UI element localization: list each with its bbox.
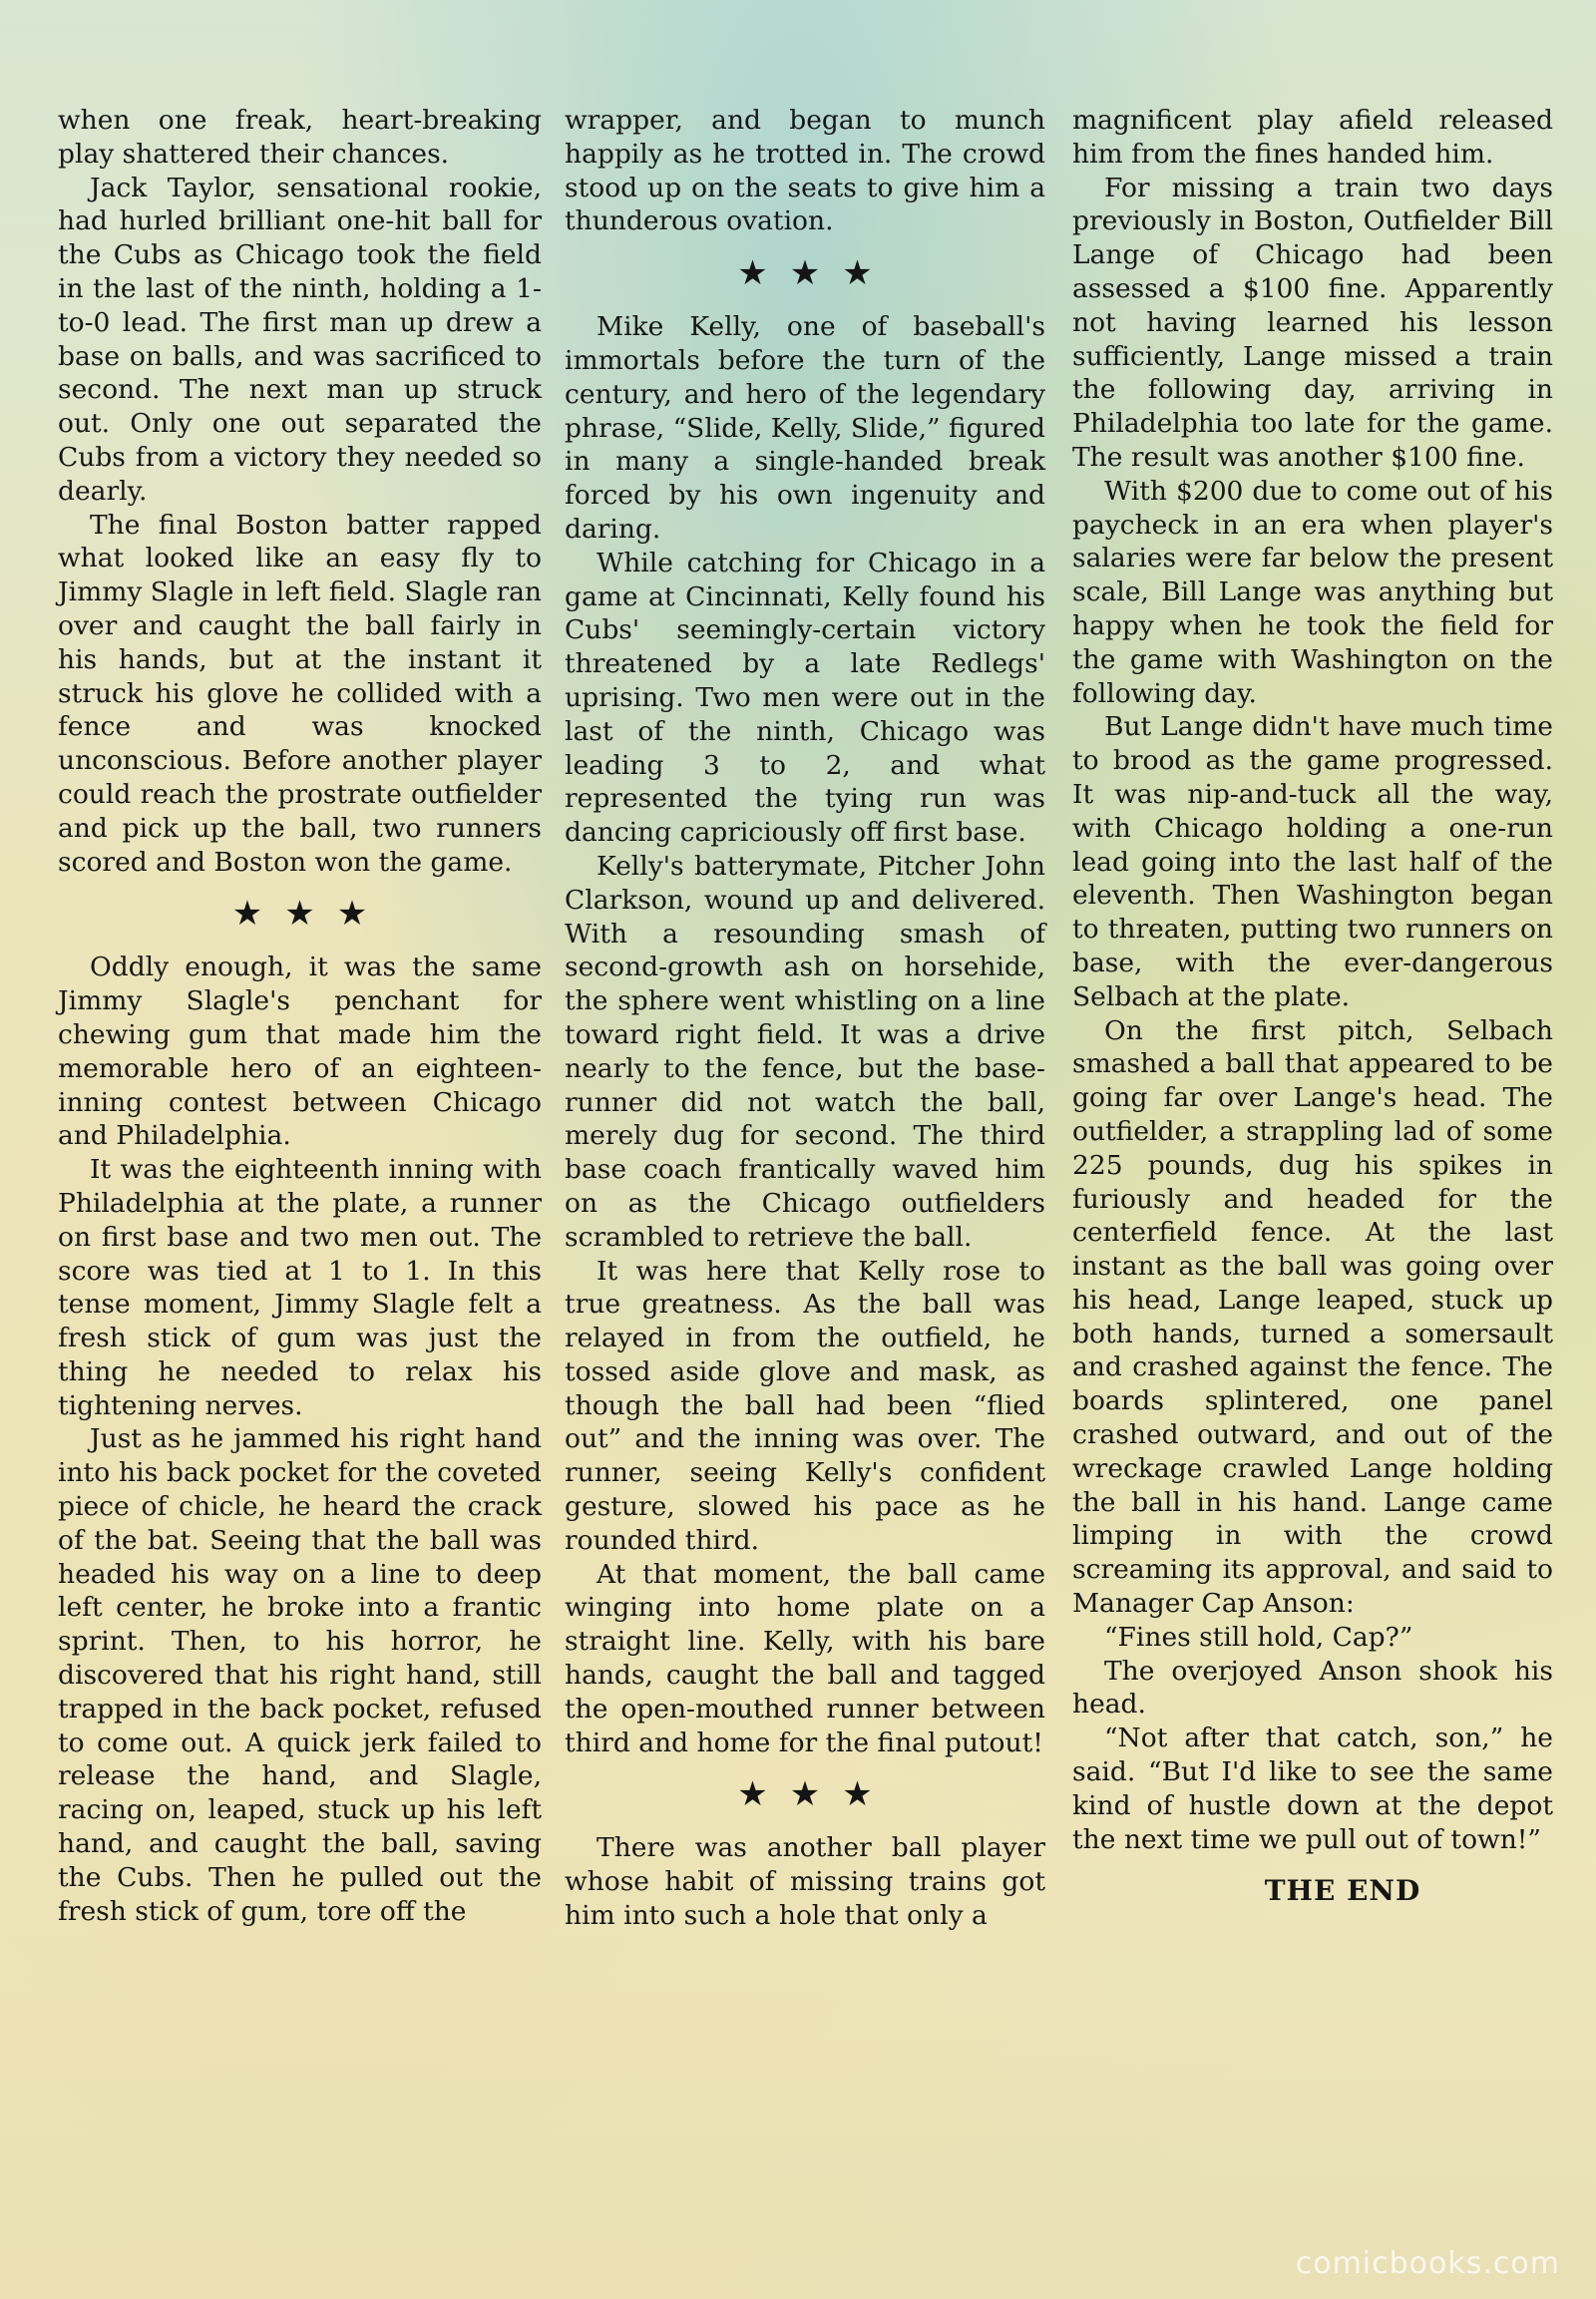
paragraph: For missing a train two days previously in Boston, Outfielder Bill Lange of Chicago had been assessed a $100 fine. Apparently not having learned his lesson sufficiently, Lange missed a train the following day, arriving in Philadelphia too late for the game. The result was another $100 fine. (1072, 172, 1553, 473)
paragraph: At that moment, the ball came winging into home plate on a straight line. Kelly, with his bare hands, caught the ball and tagged the open-mouthed runner between third and home for the final putout! (565, 1558, 1045, 1758)
text-column-2 (565, 104, 1045, 1933)
paragraph: “Not after that catch, son,” he said. “But I'd like to see the same kind of hustle down at the depot the next time we pull out of town!” (1072, 1723, 1553, 1855)
paragraph: magnificent play afield released him from the fines handed him. (1072, 105, 1553, 170)
paragraph: Mike Kelly, one of baseball's immortals before the turn of the century, and hero of the legendary phrase, “Slide, Kelly, Slide,” figured in many a single-handed break forced by his own ingenuity and daring. (565, 311, 1045, 545)
paragraph: “Fines still hold, Cap?” (1104, 1621, 1413, 1653)
paragraph: Just as he jammed his right hand into his back pocket for the coveted piece of chicle, he heard the crack of the bat. Seeing that the ball was headed his way on a line to deep left center, he broke into a frantic sprint. Then, to his horror, he discovered that his right hand, still trapped in the back pocket, refused to come out. A quick jerk failed to release the hand, and Slagle, racing on, leaped, stuck up his left hand, and caught the ball, saving the Cubs. Then he pulled out the fresh stick of gum, tore off the (58, 1423, 542, 1927)
paragraph: It was here that Kelly rose to true greatness. As the ball was relayed in from the outfield, he tossed aside glove and mask, as though the ball had been “flied out” and the inning was over. The runner, seeing Kelly's confident gesture, slowed his pace as he rounded third. (565, 1255, 1045, 1556)
section-divider-stars: ★★★ (231, 894, 390, 935)
section-divider-stars: ★★★ (737, 1774, 895, 1815)
text-column-1 (58, 104, 542, 1928)
paragraph: With $200 due to come out of his paycheck in an era when player's salaries were far below the present scale, Bill Lange was anything but happy when he took the field for the game with Washington on the following day. (1072, 475, 1553, 709)
paragraph: It was the eighteenth inning with Philadelphia at the plate, a runner on first base and two men out. The score was tied at 1 to 1. In this tense moment, Jimmy Slagle felt a fresh stick of gum was just the thing he needed to relax his tightening nerves. (58, 1154, 542, 1421)
paragraph: But Lange didn't have much time to brood as the game progressed. It was nip-and-tuck all the way, with Chicago holding a one-run lead going into the last half of the eleventh. Then Washington began to threaten, putting two runners on base, with the ever-dangerous Selbach at the plate. (1072, 711, 1553, 1012)
paragraph: Kelly's batterymate, Pitcher John Clarkson, wound up and delivered. With a resounding smash of second-growth ash on horsehide, the sphere went whistling on a line toward right field. It was a drive nearly to the fence, but the base-runner did not watch the ball, merely dug for second. The third base coach frantically waved him on as the Chicago outfielders scrambled to retrieve the ball. (565, 850, 1045, 1253)
text-column-3 (1072, 104, 1553, 1908)
section-divider-stars: ★★★ (737, 253, 895, 294)
paragraph: While catching for Chicago in a game at Cincinnati, Kelly found his Cubs' seemingly-certain victory threatened by a late Redlegs' uprising. Two men were out in the last of the ninth, Chicago was leading 3 to 2, and what represented the tying run was dancing capriciously off first base. (565, 547, 1045, 849)
paragraph: Jack Taylor, sensational rookie, had hurled brilliant one-hit ball for the Cubs as Chicago took the field in the last of the ninth, holding a 1-to-0 lead. The first man up drew a base on balls, and was sacrificed to second. The next man up struck out. Only one out separated the Cubs from a victory they needed so dearly. (58, 172, 542, 507)
paragraph: Oddly enough, it was the same Jimmy Slagle's penchant for chewing gum that made him the memorable hero of an eighteen-inning contest between Chicago and Philadelphia. (58, 952, 542, 1152)
paragraph: when one freak, heart-breaking play shattered their chances. (58, 105, 542, 170)
paragraph: The final Boston batter rapped what looked like an easy fly to Jimmy Slagle in left field. Slagle ran over and caught the ball fairly in his hands, but at the instant it struck his glove he collided with a fence and was knocked unconscious. Before another player could reach the prostrate outfielder and pick up the ball, two runners scored and Boston won the game. (58, 509, 542, 878)
paragraph: The overjoyed Anson shook his head. (1072, 1655, 1553, 1721)
paragraph: wrapper, and began to munch happily as he trotted in. The crowd stood up on the seats to give him a thunderous ovation. (565, 105, 1045, 237)
site-watermark: comicbooks.com (1295, 2246, 1560, 2281)
paragraph: There was another ball player whose habit of missing trains got him into such a hole that only a (565, 1832, 1045, 1932)
paragraph: On the first pitch, Selbach smashed a ball that appeared to be going far over Lange's head. The outfielder, a strappling lad of some 225 pounds, dug his spikes in furiously and headed for the centerfield fence. At the last instant as the ball was going over his head, Lange leaped, stuck up both hands, turned a somersault and crashed against the fence. The boards splintered, one panel crashed outward, and out of the wreckage crawled Lange holding the ball in his hand. Lange came limping in with the crowd screaming its approval, and said to Manager Cap Anson: (1072, 1014, 1553, 1620)
the-end-label: THE END (1264, 1874, 1421, 1908)
